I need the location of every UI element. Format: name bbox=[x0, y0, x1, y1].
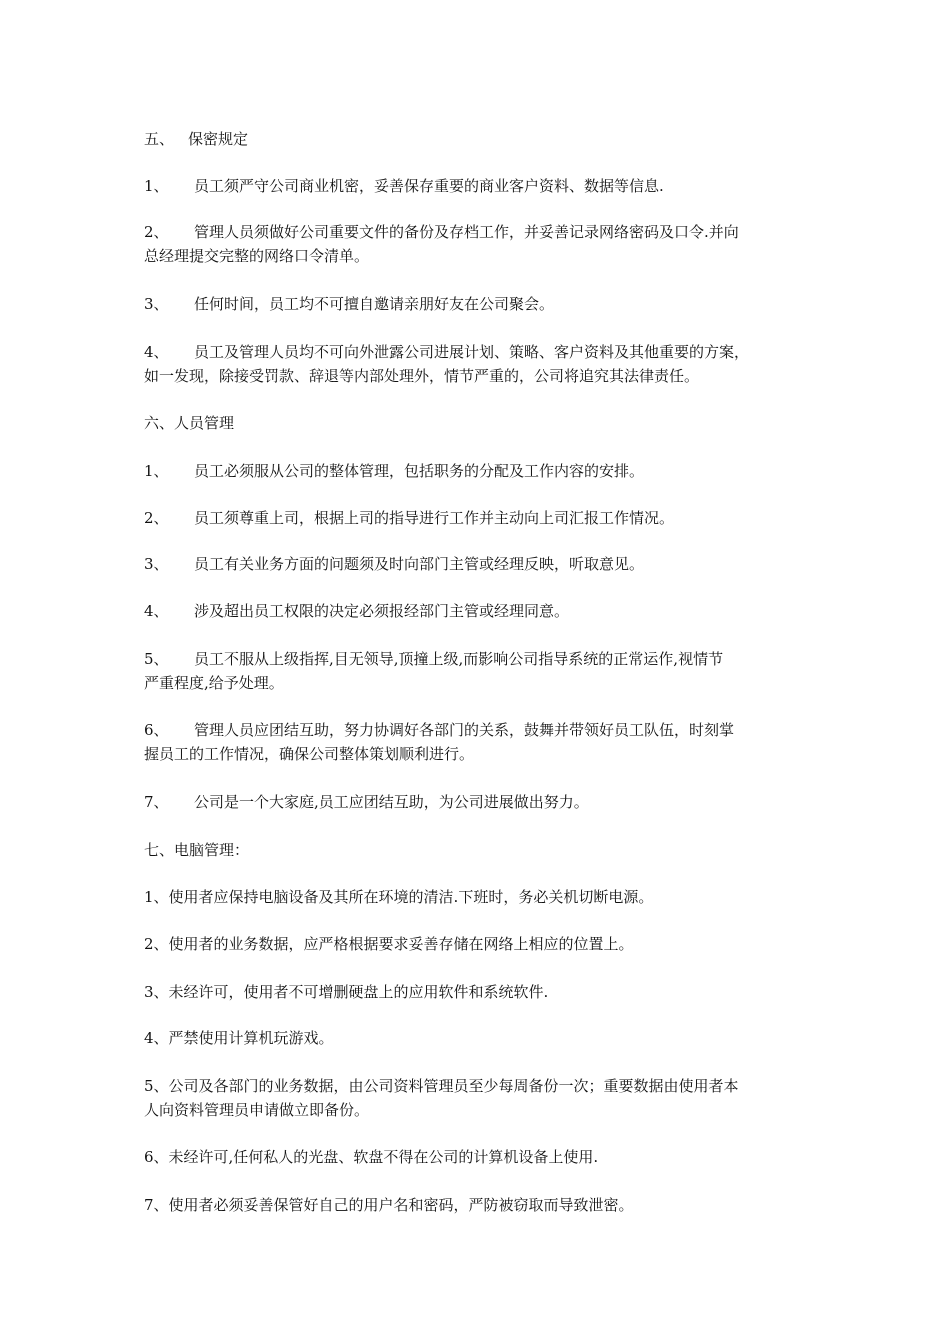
s7-item-6: 6、未经许可,任何私人的光盘、软盘不得在公司的计算机设备上使用. bbox=[144, 1148, 599, 1166]
s7-item-4: 4、严禁使用计算机玩游戏。 bbox=[144, 1029, 334, 1047]
s6-item-6-text: 管理人员应团结互助，努力协调好各部门的关系，鼓舞并带领好员工队伍，时刻掌 bbox=[194, 721, 735, 739]
s6-item-7-text: 公司是一个大家庭,员工应团结互助，为公司进展做出努力。 bbox=[194, 793, 589, 811]
s5-item-3 bbox=[144, 292, 814, 316]
s5-item-3-num: 3、 bbox=[144, 295, 169, 313]
section-6-heading: 六、人员管理 bbox=[144, 414, 235, 432]
s6-item-2-num: 2、 bbox=[144, 509, 169, 527]
s6-item-2-text: 员工须尊重上司，根据上司的指导进行工作并主动向上司汇报工作情况。 bbox=[194, 509, 675, 527]
s5-item-4-num: 4、 bbox=[144, 343, 169, 361]
s6-item-3-num: 3、 bbox=[144, 555, 169, 573]
s7-item-5-text-cont: 人向资料管理员申请做立即备份。 bbox=[144, 1101, 370, 1119]
s6-item-7 bbox=[144, 790, 814, 814]
s6-item-5-num: 5、 bbox=[144, 650, 169, 668]
s5-item-4 bbox=[144, 340, 814, 388]
section-5-title: 保密规定 bbox=[188, 130, 249, 148]
s5-item-1 bbox=[144, 174, 814, 198]
s5-item-1-text: 员工须严守公司商业机密，妥善保存重要的商业客户资料、数据等信息. bbox=[194, 177, 664, 195]
s5-item-2 bbox=[144, 220, 814, 268]
s6-item-6-num: 6、 bbox=[144, 721, 169, 739]
s7-item-1: 1、使用者应保持电脑设备及其所在环境的清洁.下班时，务必关机切断电源。 bbox=[144, 888, 654, 906]
s6-item-7-num: 7、 bbox=[144, 793, 169, 811]
s6-item-2 bbox=[144, 506, 814, 530]
section-5-number: 五、 bbox=[144, 130, 175, 148]
s5-item-4-text: 员工及管理人员均不可向外泄露公司进展计划、策略、客户资料及其他重要的方案， bbox=[194, 343, 750, 361]
s7-item-7: 7、使用者必须妥善保管好自己的用户名和密码，严防被窃取而导致泄密。 bbox=[144, 1196, 634, 1214]
section-5-heading bbox=[144, 127, 814, 151]
s6-item-4-text: 涉及超出员工权限的决定必须报经部门主管或经理同意。 bbox=[194, 602, 570, 620]
s5-item-4-text-cont: 如一发现，除接受罚款、辞退等内部处理外，情节严重的，公司将追究其法律责任。 bbox=[144, 367, 700, 385]
s6-item-6-text-cont: 握员工的工作情况，确保公司整体策划顺利进行。 bbox=[144, 745, 475, 763]
s7-item-2: 2、使用者的业务数据，应严格根据要求妥善存储在网络上相应的位置上。 bbox=[144, 935, 634, 953]
s6-item-1-text: 员工必须服从公司的整体管理，包括职务的分配及工作内容的安排。 bbox=[194, 462, 645, 480]
s6-item-4 bbox=[144, 599, 814, 623]
s5-item-2-text-cont: 总经理提交完整的网络口令清单。 bbox=[144, 247, 370, 265]
s6-item-3 bbox=[144, 552, 814, 576]
s6-item-6 bbox=[144, 718, 814, 766]
s6-item-3-text: 员工有关业务方面的问题须及时向部门主管或经理反映，听取意见。 bbox=[194, 555, 645, 573]
s6-item-1-num: 1、 bbox=[144, 462, 169, 480]
s6-item-1 bbox=[144, 459, 814, 483]
s5-item-2-num: 2、 bbox=[144, 223, 169, 241]
s7-item-5-text: 5、公司及各部门的业务数据，由公司资料管理员至少每周备份一次；重要数据由使用者本 bbox=[144, 1077, 739, 1095]
section-7-heading: 七、电脑管理： bbox=[144, 841, 250, 859]
s6-item-5-text: 员工不服从上级指挥,目无领导,顶撞上级,而影响公司指导系统的正常运作,视情节 bbox=[194, 650, 724, 668]
s6-item-5-text-cont: 严重程度,给予处理。 bbox=[144, 674, 284, 692]
s7-item-5 bbox=[144, 1074, 814, 1122]
s7-item-3: 3、未经许可，使用者不可增删硬盘上的应用软件和系统软件. bbox=[144, 983, 549, 1001]
s5-item-3-text: 任何时间，员工均不可擅自邀请亲朋好友在公司聚会。 bbox=[194, 295, 555, 313]
s5-item-1-num: 1、 bbox=[144, 177, 169, 195]
s5-item-2-text: 管理人员须做好公司重要文件的备份及存档工作，并妥善记录网络密码及口令.并向 bbox=[194, 223, 739, 241]
s6-item-4-num: 4、 bbox=[144, 602, 169, 620]
s6-item-5 bbox=[144, 647, 814, 695]
